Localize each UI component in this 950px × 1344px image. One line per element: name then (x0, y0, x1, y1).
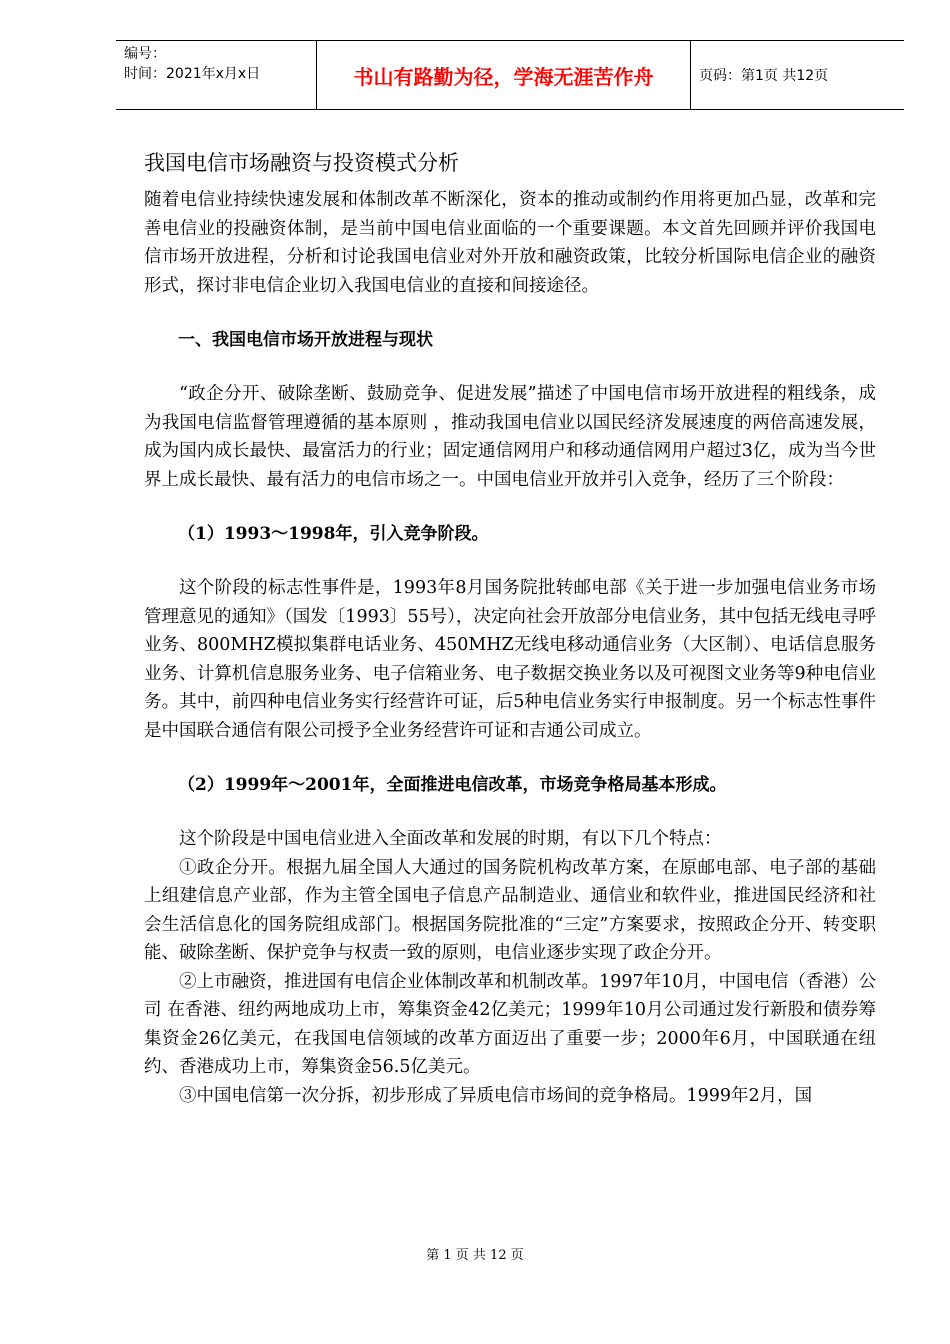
stage1-paragraph: 这个阶段的标志性事件是，1993年8月国务院批转邮电部《关于进一步加强电信业务市场管理意见的通知》（国发〔1993〕55号），决定向社会开放部分电信业务，其中包括无线电寻呼业务、800MHZ模拟集群电话业务、450MHZ无线电移动通信业务（大区制）、电话信息服务业务、计算机信息服务业务、电子信箱业务、电子数据交换业务以及可视图文业务等9种电信业务。其中，前四种电信业务实行经营许可证，后5种电信业务实行申报制度。另一个标志性事件是中国联合通信有限公司授予全业务经营许可证和吉通公司成立。 (144, 578, 876, 741)
section1-heading: 一、我国电信市场开放进程与现状 (178, 330, 433, 350)
header-number: 编号： (124, 46, 166, 62)
header-motto: 书山有路勤为径，学海无涯苦作舟 (353, 64, 654, 89)
header-meta (116, 41, 316, 109)
header-time: 时间：2021年x月x日 (124, 66, 261, 82)
header-page-info: 页码：第1页 共12页 (699, 68, 829, 84)
section1-paragraph: “政企分开、破除垄断、鼓励竞争、促进发展”描述了中国电信市场开放进程的粗线条，成为我国电信监督管理遵循的基本原则 ，推动我国电信业以国民经济发展速度的两倍高速发展，成为国内成长最快、最富活力的行业；固定通信网用户和移动通信网用户超过3亿，成为当今世界上成长最快、最有活力的电信市场之一。中国电信业开放并引入竞争，经历了三个阶段： (144, 384, 876, 490)
stage2-item-3: ③中国电信第一次分拆，初步形成了异质电信市场间的竞争格局。1999年2月，国 (179, 1085, 813, 1106)
stage1-heading: （1）1993～1998年，引入竞争阶段。 (178, 524, 489, 544)
document-title: 我国电信市场融资与投资模式分析 (144, 151, 459, 175)
stage2-item-2: ②上市融资，推进国有电信企业体制改革和机制改革。1997年10月，中国电信（香港）公司 在香港、纽约两地成功上市，筹集资金42亿美元；1999年10月公司通过发行新股和债券筹集资金26亿美元，在我国电信领域的改革方面迈出了重要一步；2000年6月，中国联通在纽约、香港成功上市，筹集资金56.5亿美元。 (144, 971, 876, 1077)
page-header (116, 40, 904, 110)
intro-paragraph: 随着电信业持续快速发展和体制改革不断深化，资本的推动或制约作用将更加凸显，改革和完善电信业的投融资体制，是当前中国电信业面临的一个重要课题。本文首先回顾并评价我国电信市场开放进程，分析和讨论我国电信业对外开放和融资政策，比较分析国际电信企业的融资形式，探讨非电信企业切入我国电信业的直接和间接途径。 (144, 190, 876, 296)
stage2-heading: （2）1999年～2001年，全面推进电信改革，市场竞争格局基本形成。 (178, 775, 727, 795)
document-body (144, 146, 876, 1110)
page-footer: 第 1 页 共 12 页 (426, 1248, 524, 1263)
stage2-item-1: ①政企分开。根据九届全国人大通过的国务院机构改革方案，在原邮电部、电子部的基础上组建信息产业部，作为主管全国电子信息产品制造业、通信业和软件业，推进国民经济和社会生活信息化的国务院组成部门。根据国务院批准的“三定”方案要求，按照政企分开、转变职能、破除垄断、保护竞争与权责一致的原则，电信业逐步实现了政企分开。 (144, 857, 876, 963)
stage2-intro: 这个阶段是中国电信业进入全面改革和发展的时期，有以下几个特点： (179, 829, 722, 849)
